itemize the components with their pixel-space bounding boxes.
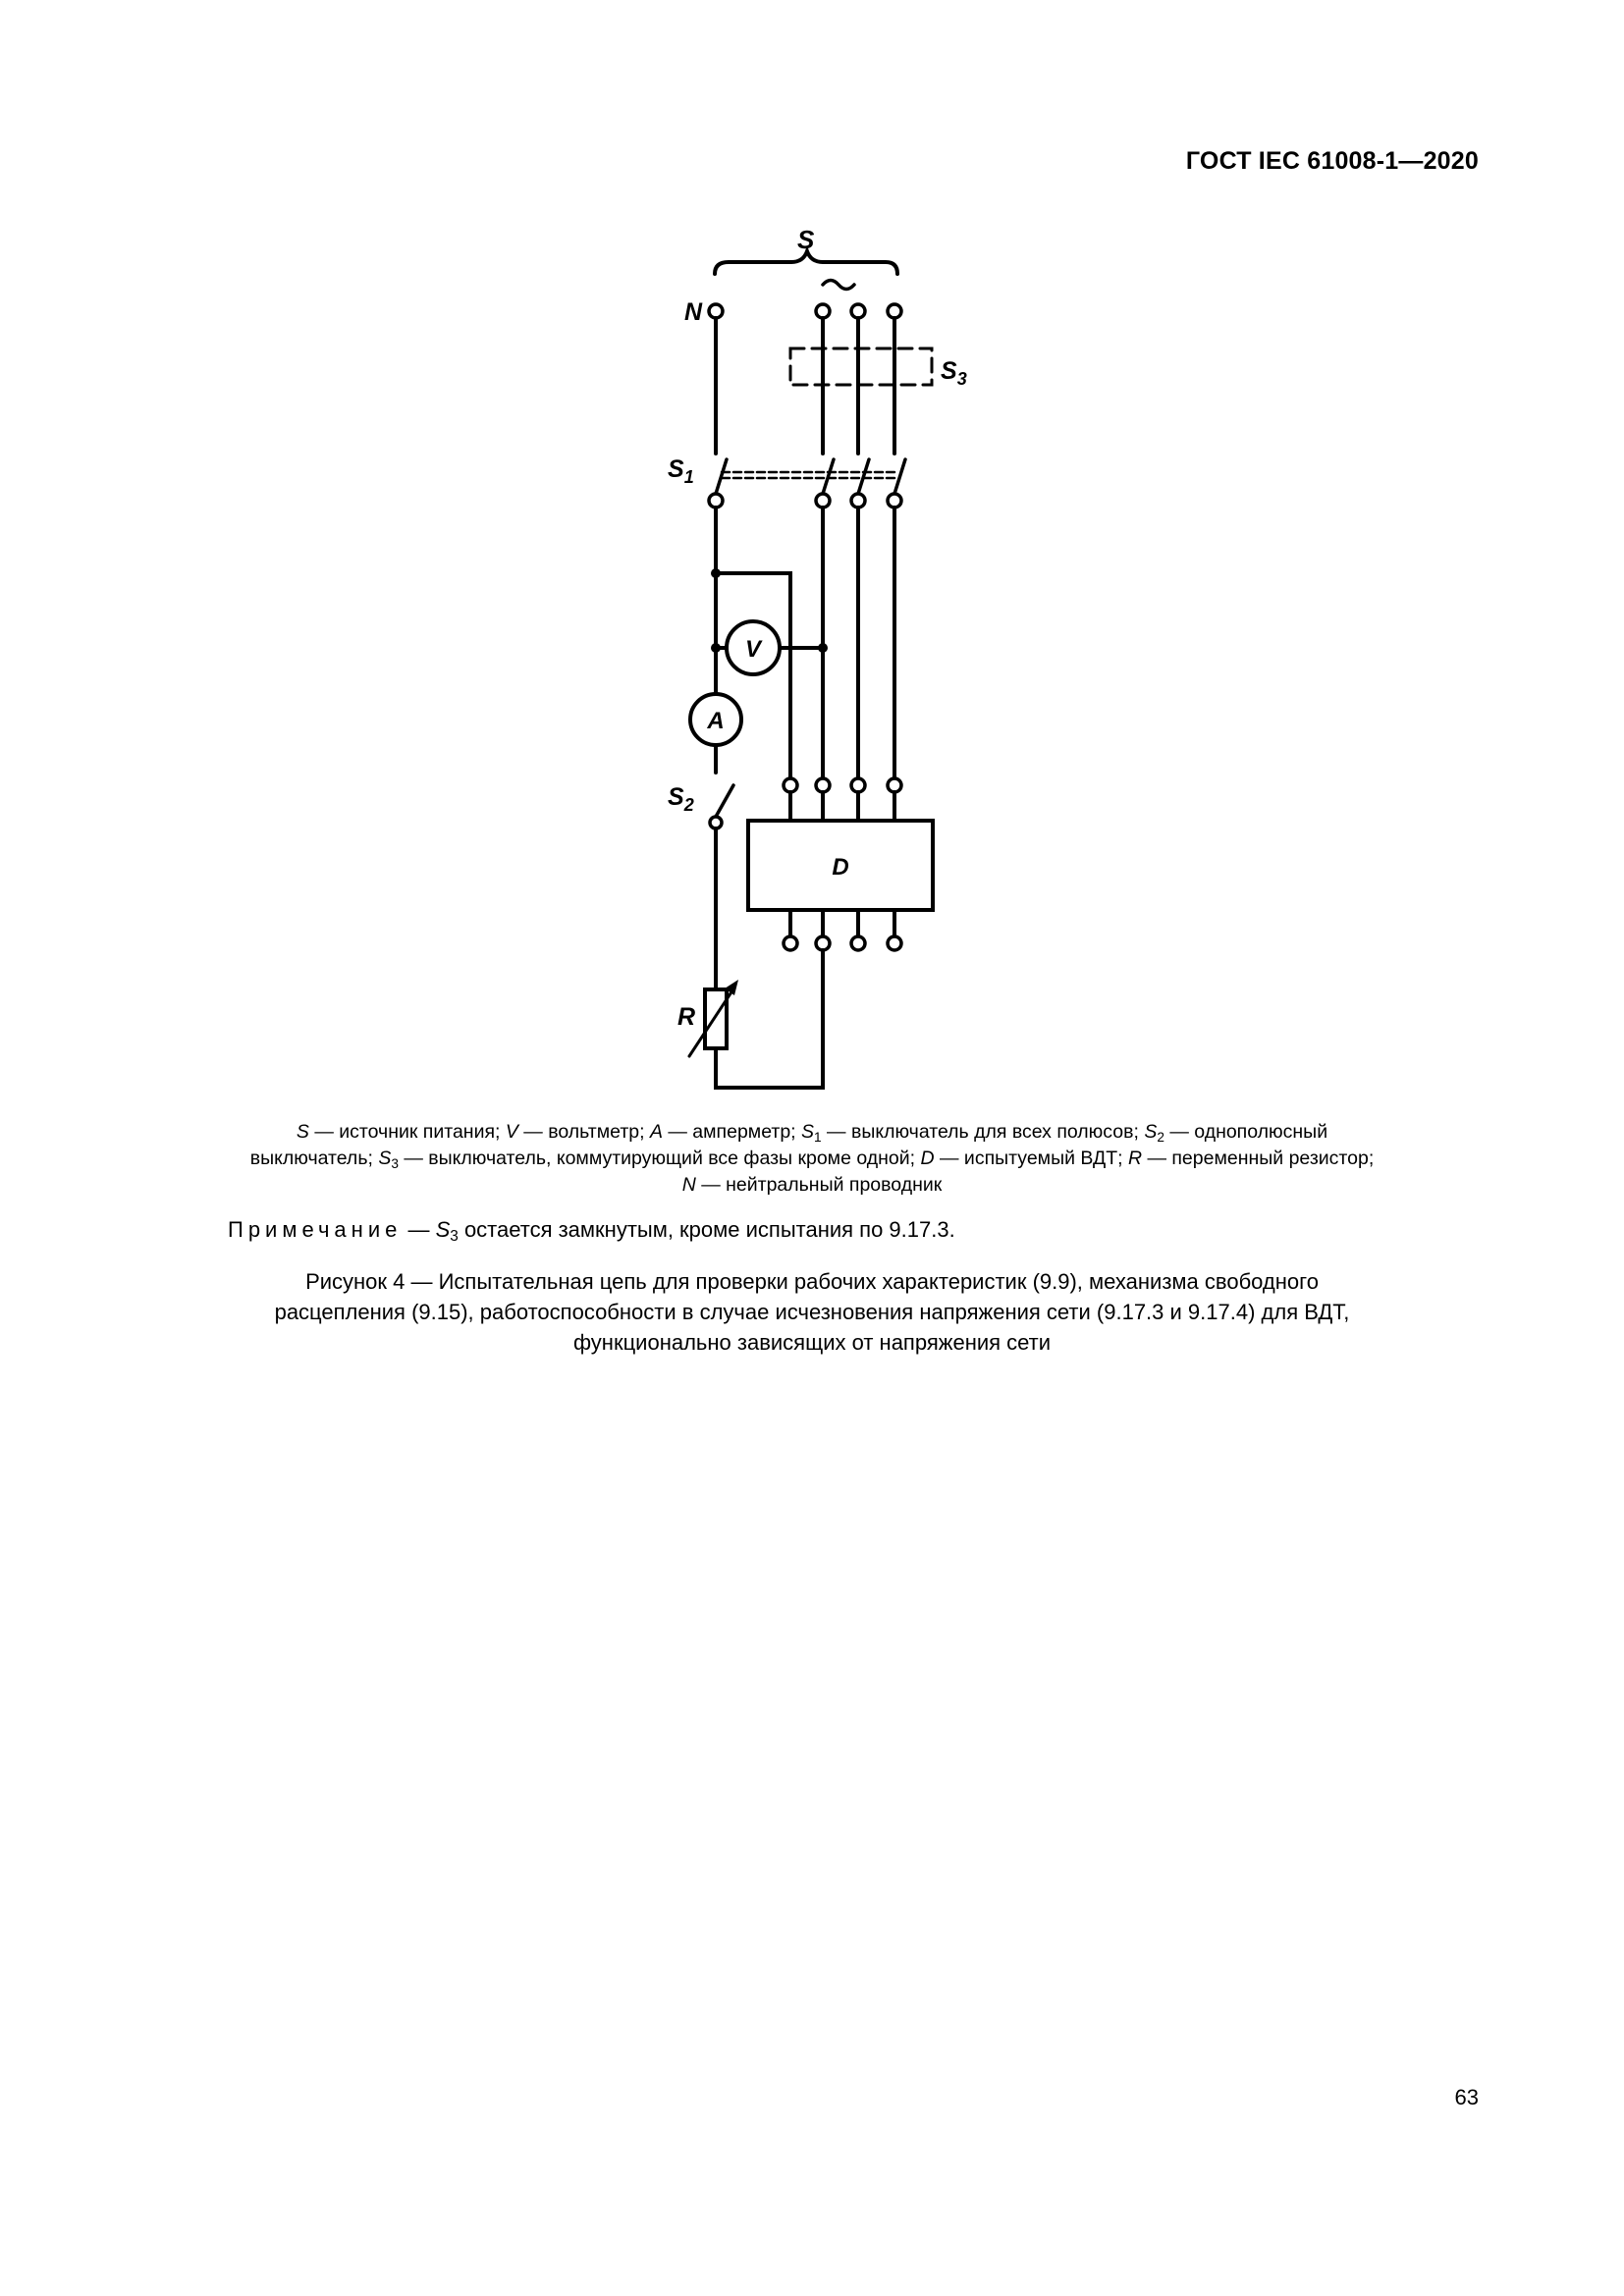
label-s2: $S_2$ [668, 783, 694, 815]
d-output-terminal-4 [888, 936, 901, 950]
note-label: Примечание [228, 1217, 403, 1242]
junction-voltmeter-l1 [818, 643, 828, 653]
test-circuit-figure [0, 0, 1624, 1139]
label-resistor: R [677, 1003, 696, 1031]
s1-terminal-n [709, 494, 723, 507]
s1-blade-l1 [823, 459, 834, 494]
s1-blade-n [716, 459, 727, 494]
figure-legend: S — источник питания; V — вольтметр; A — амперметр; $S_1$ — выключатель для всех полюсов; $S_2$ — однополюсный выключатель; $S_3$ — выключатель, коммутирующий все фазы кроме одной; D — испытуемый ВДТ; R — переменный резистор; N — нейтральный проводник [249, 1121, 1375, 1196]
page-number: 63 [1454, 2085, 1479, 2109]
circuit-diagram [0, 0, 1624, 1139]
terminal-l3-top [888, 304, 901, 318]
terminal-n-top [709, 304, 723, 318]
d-input-terminal-1 [784, 778, 797, 792]
terminal-l1-top [816, 304, 830, 318]
d-input-terminal-4 [888, 778, 901, 792]
label-s3: $S_3$ [941, 357, 967, 389]
s1-terminal-l1 [816, 494, 830, 507]
s1-terminal-l3 [888, 494, 901, 507]
label-neutral: N [684, 298, 703, 326]
label-device: D [832, 854, 849, 881]
return-wire [716, 950, 823, 1088]
s1-blade-l3 [894, 459, 905, 494]
terminal-l2-top [851, 304, 865, 318]
label-ammeter: A [707, 708, 725, 734]
label-s1: $S_1$ [668, 455, 694, 487]
d-output-terminal-2 [816, 936, 830, 950]
s1-blade-l2 [858, 459, 869, 494]
label-voltmeter: V [744, 636, 762, 663]
document-header: ГОСТ IEC 61008-1—2020 [1185, 147, 1479, 175]
junction-voltmeter-n [711, 643, 721, 653]
s2-blade [716, 785, 733, 817]
caption-line-3: функционально зависящих от напряжения сети [572, 1330, 1052, 1355]
figure-caption [147, 1266, 1477, 1358]
junction-n-branch [711, 568, 721, 578]
s1-terminal-l2 [851, 494, 865, 507]
d-input-terminal-2 [816, 778, 830, 792]
figure-note: Примечание — $S_3$ остается замкнутым, кроме испытания по 9.17.3. [228, 1217, 955, 1245]
label-source: S [797, 225, 815, 254]
ac-tilde [823, 281, 854, 290]
caption-line-2: расцепления (9.15), работоспособности в случае исчезновения напряжения сети (9.17.3 и 9.17.4) для ВДТ, [274, 1300, 1350, 1324]
d-input-terminal-3 [851, 778, 865, 792]
s3-switch-box [790, 348, 932, 385]
d-output-terminal-3 [851, 936, 865, 950]
caption-line-1: Рисунок 4 — Испытательная цепь для проверки рабочих характеристик (9.9), механизма свободного [305, 1269, 1319, 1294]
variable-resistor [705, 989, 727, 1048]
source-brace [715, 251, 897, 274]
d-output-terminal-1 [784, 936, 797, 950]
